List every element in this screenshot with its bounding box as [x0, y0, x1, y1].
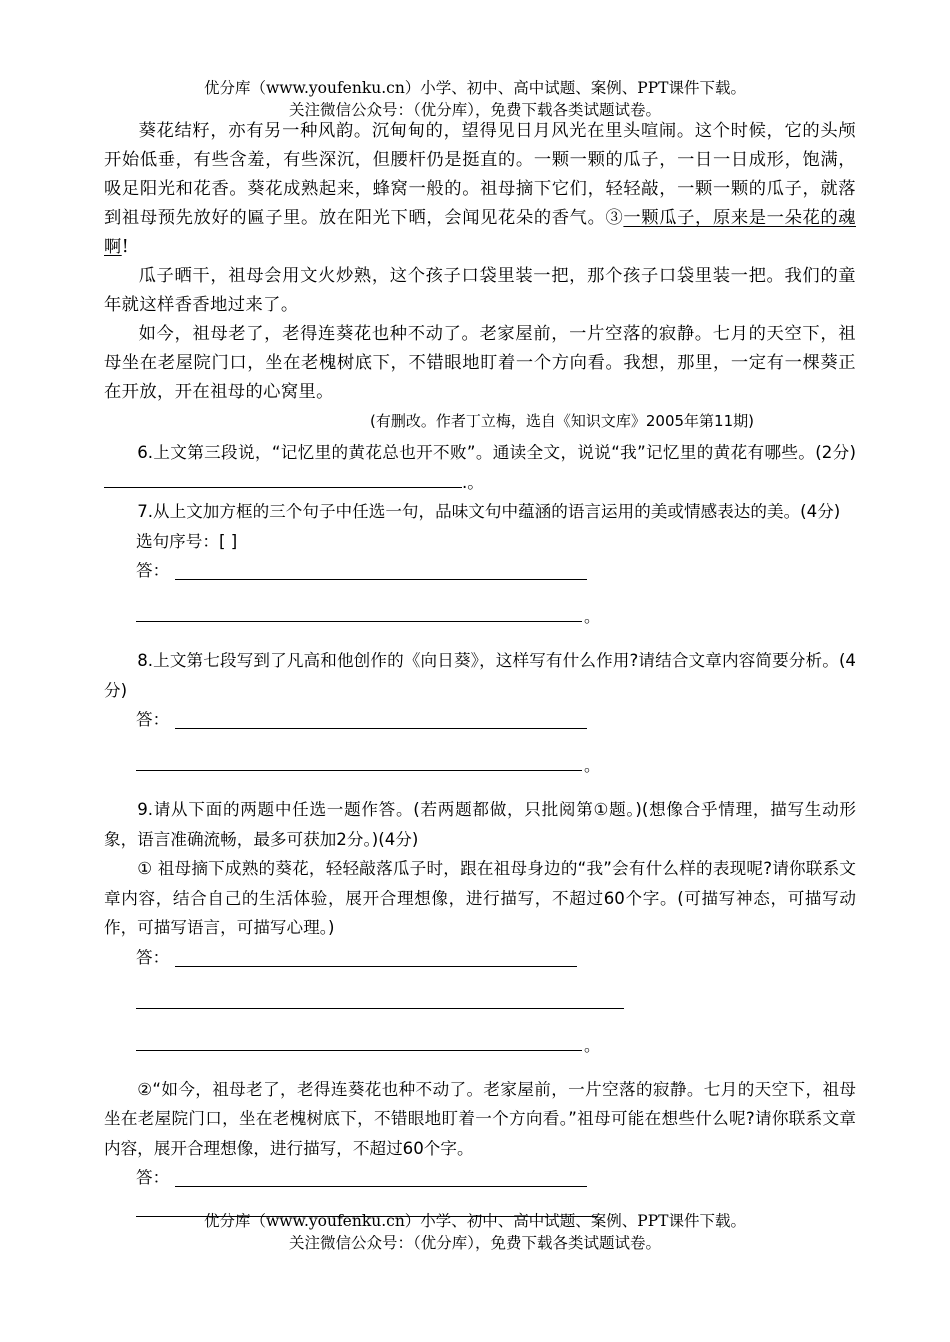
question-7-answer-label: 答：: [136, 561, 170, 580]
question-9-option-1-answer-line-2[interactable]: [136, 1008, 624, 1009]
passage-paragraph-2: 瓜子晒干，祖母会用文火炒熟，这个孩子口袋里装一把，那个孩子口袋里装一把。我们的童年就这样香香地过来了。: [104, 266, 856, 315]
question-9: 9.请从下面的两题中任选一题作答。(若两题都做，只批阅第①题。)(想像合乎情理，描写生动形象，语言准确流畅，最多可获加2分。)(4分): [104, 800, 856, 849]
footer-line-1: 优分库（www.youfenku.cn）小学、初中、高中试题、案例、PPT课件下载。: [203, 1212, 747, 1230]
question-9-option-1-answer-row-2: [104, 973, 856, 1015]
page-footer: [0, 1210, 950, 1254]
question-9-option-1-answer-line-1[interactable]: [175, 966, 577, 967]
question-6-answer-blank[interactable]: [104, 469, 462, 488]
question-8-answer-line-2[interactable]: [136, 770, 582, 771]
question-6-end: .。: [462, 472, 484, 492]
question-8-answer-row-2: [104, 735, 856, 777]
question-9-option-1-answer-line-3[interactable]: [136, 1050, 582, 1051]
question-9-option-1-answer-row: [104, 943, 856, 973]
question-8-answer-row: [104, 705, 856, 735]
question-9-option-2-answer-row: [104, 1163, 856, 1193]
question-7-answer-row: [104, 556, 856, 586]
question-6-text: 6.上文第三段说，“记忆里的黄花总也开不败”。通读全文，说说“我”记忆里的黄花有哪些。(2分): [137, 443, 856, 462]
passage-source: (有删改。作者丁立梅，选自《知识文库》2005年第11期): [370, 412, 754, 430]
question-6: [104, 438, 856, 497]
passage-paragraph-3: 如今，祖母老了，老得连葵花也种不动了。老家屋前，一片空落的寂静。七月的天空下，祖母坐在老屋院门口，坐在老槐树底下，不错眼地盯着一个方向看。我想，那里，一定有一棵葵正在开放，开在祖母的心窝里。: [104, 324, 856, 402]
underlined-sentence-3: 一颗瓜子，原来是一朵花的魂啊: [104, 208, 856, 257]
question-9-option-1: ① 祖母摘下成熟的葵花，轻轻敲落瓜子时，跟在祖母身边的“我”会有什么样的表现呢?请你联系文章内容，结合自己的生活体验，展开合理想像，进行描写，不超过60个字。(可描写神态，可描写动作，可描写语言，可描写心理。): [104, 859, 856, 937]
passage-paragraph-1: [104, 117, 856, 262]
question-8-answer-line-1[interactable]: [175, 728, 587, 729]
page-header: [0, 77, 950, 121]
question-9-option-2-answer-line-1[interactable]: [175, 1186, 587, 1187]
question-7-answer-line-1[interactable]: [175, 579, 587, 580]
question-7: 7.从上文加方框的三个句子中任选一句，品味文句中蕴涵的语言运用的美或情感表达的美。(4分): [137, 502, 841, 521]
footer-line-2: 关注微信公众号：（优分库），免费下载各类试题试卷。: [288, 1234, 661, 1252]
question-9-option-1-answer-row-3: [104, 1015, 856, 1057]
question-7-end: 。: [584, 607, 601, 626]
question-9-option-2: ②“如今，祖母老了，老得连葵花也种不动了。老家屋前，一片空落的寂静。七月的天空下，祖母坐在老屋院门口，坐在老槐树底下，不错眼地盯着一个方向看。”祖母可能在想些什么呢?请你联系文章内容，展开合理想像，进行描写，不超过60个字。: [104, 1079, 856, 1158]
question-9-option-2-answer-label: 答：: [136, 1168, 170, 1187]
question-8-answer-label: 答：: [136, 710, 170, 729]
question-8-end: 。: [584, 756, 601, 775]
passage-p1-text: 葵花结籽，亦有另一种风韵。沉甸甸的，望得见日月风光在里头喧闹。这个时候，它的头颅开始低垂，有些含羞，有些深沉，但腰杆仍是挺直的。一颗一颗的瓜子，一日一日成形，饱满，吸足阳光和花香。葵花成熟起来，蜂窝一般的。祖母摘下它们，轻轻敲，一颗一颗的瓜子，就落到祖母预先放好的匾子里。放在阳光下晒，会闻见花朵的香气。③: [104, 121, 856, 228]
question-8: 8.上文第七段写到了凡高和他创作的《向日葵》，这样写有什么作用?请结合文章内容简要分析。(4分): [104, 651, 856, 700]
header-line-2: 关注微信公众号：（优分库），免费下载各类试题试卷。: [288, 101, 661, 119]
question-9-option-1-end: 。: [584, 1035, 601, 1055]
header-line-1: 优分库（www.youfenku.cn）小学、初中、高中试题、案例、PPT课件下载。: [203, 79, 747, 97]
passage-p1-end: !: [121, 237, 130, 257]
question-7-answer-line-2[interactable]: [136, 621, 582, 622]
question-7-answer-row-2: [104, 586, 856, 628]
question-9-option-1-answer-label: 答：: [136, 947, 170, 967]
question-7-select[interactable]: 选句序号：[ ]: [136, 531, 238, 551]
main-content: [104, 117, 856, 1223]
